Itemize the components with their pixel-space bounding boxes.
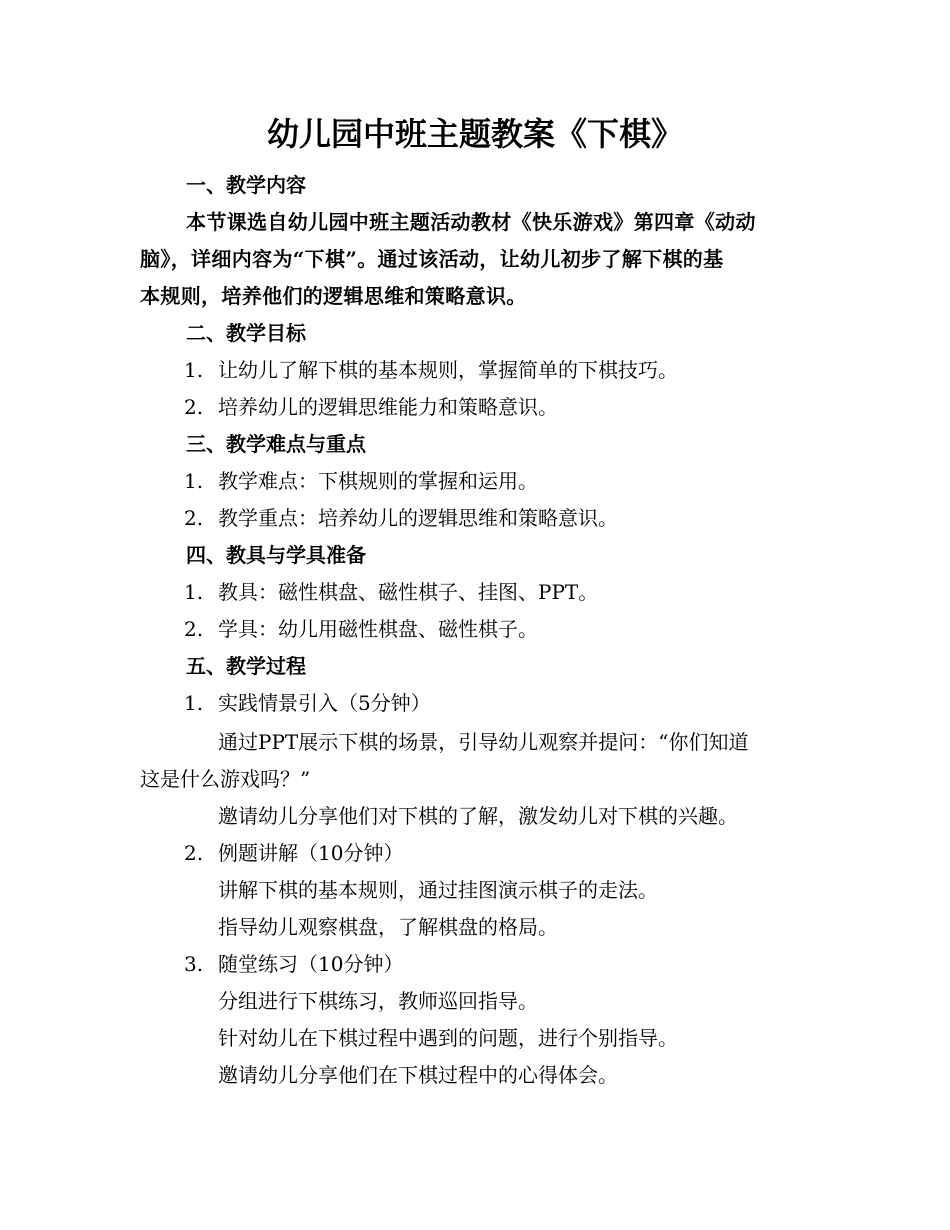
step-title: 实践情景引入（5分钟） <box>218 691 431 715</box>
process-step-line: 这是什么游戏吗？” <box>140 767 311 791</box>
keypoint-item <box>184 504 618 532</box>
content-paragraph-line: 本规则，培养他们的逻辑思维和策略意识。 <box>140 284 527 308</box>
process-step-line: 通过PPT展示下棋的场景，引导幼儿观察并提问：“你们知道 <box>218 730 749 754</box>
item-number: 2. <box>184 395 204 419</box>
process-step <box>184 950 403 978</box>
goal-item <box>184 356 678 384</box>
item-number: 2. <box>184 617 204 641</box>
step-title: 随堂练习（10分钟） <box>218 952 404 976</box>
document-title: 幼儿园中班主题教案《下棋》 <box>266 115 683 153</box>
item-text: 教具：磁性棋盘、磁性棋子、挂图、PPT。 <box>218 580 599 604</box>
process-step <box>184 839 403 867</box>
content-paragraph-line: 脑》，详细内容为“下棋”。通过该活动，让幼儿初步了解下棋的基 <box>140 247 724 271</box>
content-paragraph-line: 本节课选自幼儿园中班主题活动教材《快乐游戏》第四章《动动 <box>186 210 756 234</box>
item-text: 培养幼儿的逻辑思维能力和策略意识。 <box>218 395 558 419</box>
process-step-line: 邀请幼儿分享他们对下棋的了解，激发幼儿对下棋的兴趣。 <box>218 804 738 828</box>
item-text: 教学难点：下棋规则的掌握和运用。 <box>218 469 538 493</box>
item-number: 1. <box>184 469 204 493</box>
section-heading-keypoints: 三、教学难点与重点 <box>186 432 366 456</box>
process-step-line: 针对幼儿在下棋过程中遇到的问题，进行个别指导。 <box>218 1026 678 1050</box>
item-text: 学具：幼儿用磁性棋盘、磁性棋子。 <box>218 617 538 641</box>
material-item <box>184 578 598 606</box>
section-heading-goals: 二、教学目标 <box>186 321 306 345</box>
material-item <box>184 615 538 643</box>
section-heading-content: 一、教学内容 <box>186 173 306 197</box>
process-step-line: 邀请幼儿分享他们在下棋过程中的心得体会。 <box>218 1063 618 1087</box>
item-number: 1. <box>184 358 204 382</box>
section-heading-materials: 四、教具与学具准备 <box>186 543 366 567</box>
keypoint-item <box>184 467 538 495</box>
item-number: 1. <box>184 580 204 604</box>
item-number: 1. <box>184 691 204 715</box>
item-text: 让幼儿了解下棋的基本规则，掌握简单的下棋技巧。 <box>218 358 678 382</box>
item-number: 2. <box>184 841 204 865</box>
process-step <box>184 689 431 717</box>
goal-item <box>184 393 558 421</box>
item-text: 教学重点：培养幼儿的逻辑思维和策略意识。 <box>218 506 618 530</box>
item-number: 3. <box>184 952 204 976</box>
process-step-line: 讲解下棋的基本规则，通过挂图演示棋子的走法。 <box>218 878 658 902</box>
process-step-line: 分组进行下棋练习，教师巡回指导。 <box>218 989 538 1013</box>
section-heading-process: 五、教学过程 <box>186 654 306 678</box>
step-title: 例题讲解（10分钟） <box>218 841 404 865</box>
item-number: 2. <box>184 506 204 530</box>
process-step-line: 指导幼儿观察棋盘，了解棋盘的格局。 <box>218 915 558 939</box>
